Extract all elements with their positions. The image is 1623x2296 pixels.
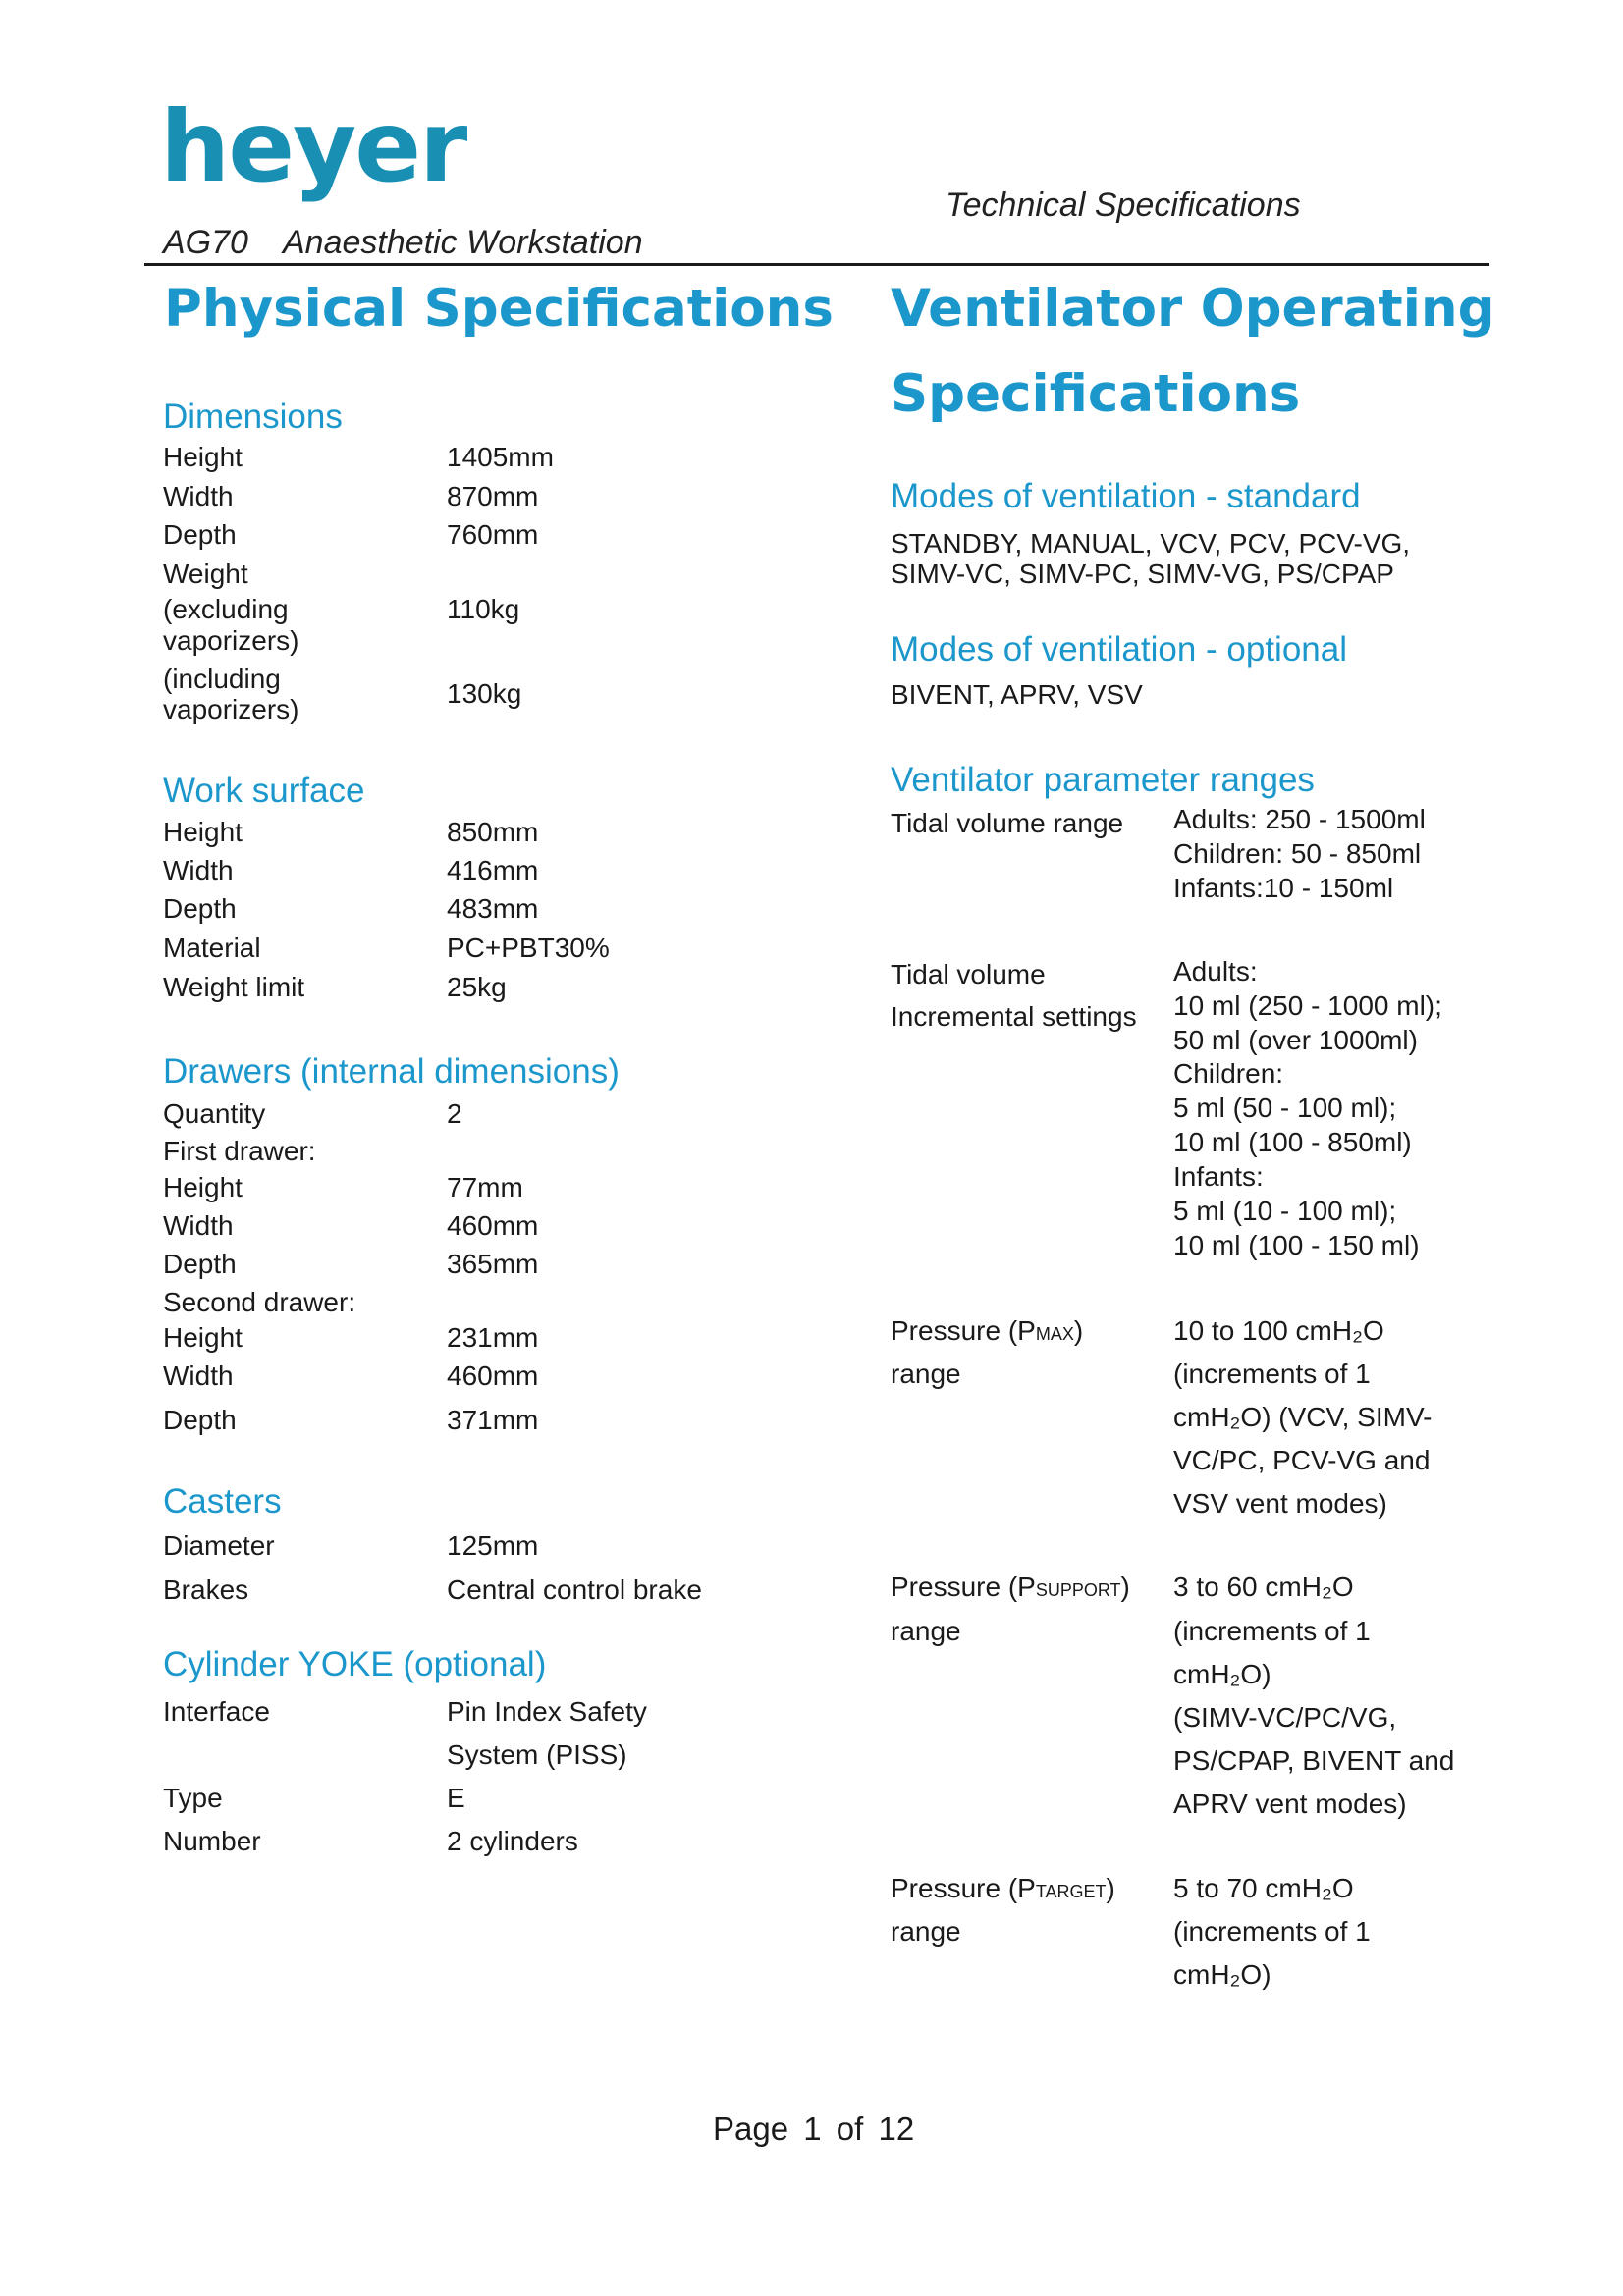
pmax-value-1: 10 to 100 cmH₂O: [1173, 1315, 1384, 1346]
pmax-value-4: VC/PC, PCV-VG and: [1173, 1445, 1431, 1475]
modes-optional-line-1: BIVENT, APRV, VSV: [891, 679, 1143, 710]
casters-brakes-value: Central control brake: [447, 1575, 702, 1605]
tidal-incr-adults-2: 50 ml (over 1000ml): [1173, 1025, 1418, 1055]
page-indicator: [713, 2110, 914, 2148]
modes-standard-heading: Modes of ventilation - standard: [891, 477, 1361, 515]
of-word: of: [836, 2110, 864, 2147]
yoke-number-value: 2 cylinders: [447, 1826, 578, 1856]
tidal-incr-adults-label: Adults:: [1173, 956, 1258, 987]
tidal-incr-infants-label: Infants:: [1173, 1161, 1264, 1192]
ptarget-value-2: (increments of 1: [1173, 1916, 1371, 1947]
ws-width-value: 416mm: [447, 855, 539, 885]
tidal-incr-label-2: Incremental settings: [891, 1001, 1137, 1032]
model-number: AG70: [163, 224, 248, 261]
psupport-value-2: (increments of 1: [1173, 1616, 1371, 1646]
work-surface-heading: Work surface: [163, 772, 365, 810]
dim-width-value: 870mm: [447, 481, 539, 511]
casters-diameter-value: 125mm: [447, 1530, 539, 1561]
dimensions-heading: Dimensions: [163, 398, 343, 436]
yoke-interface-value-1: Pin Index Safety: [447, 1696, 647, 1727]
document-title: Technical Specifications: [946, 187, 1301, 224]
ptarget-value-1: 5 to 70 cmH₂O: [1173, 1873, 1354, 1903]
dim-including-label-1: (including: [163, 664, 281, 694]
physical-specs-title: Physical Specifications: [164, 279, 834, 339]
psupport-range-label: range: [891, 1616, 961, 1646]
dim-height-label: Height: [163, 442, 243, 472]
pmax-value-5: VSV vent modes): [1173, 1488, 1387, 1519]
header-divider: [144, 263, 1489, 266]
page-number: 1: [803, 2110, 822, 2147]
psupport-label: Pressure (PSUPPORT): [891, 1572, 1130, 1602]
casters-diameter-label: Diameter: [163, 1530, 275, 1561]
first-drawer-height-label: Height: [163, 1172, 243, 1202]
tidal-incr-label-1: Tidal volume: [891, 959, 1046, 989]
dim-width-label: Width: [163, 481, 234, 511]
tidal-incr-adults-1: 10 ml (250 - 1000 ml);: [1173, 990, 1442, 1021]
dim-depth-value: 760mm: [447, 519, 539, 550]
pmax-label: Pressure (PMAX): [891, 1315, 1084, 1346]
tidal-range-adults: Adults: 250 - 1500ml: [1173, 804, 1426, 834]
first-drawer-label: First drawer:: [163, 1136, 316, 1166]
second-drawer-height-value: 231mm: [447, 1322, 539, 1353]
ws-height-value: 850mm: [447, 817, 539, 847]
modes-standard-line-1: STANDBY, MANUAL, VCV, PCV, PCV-VG,: [891, 528, 1411, 559]
yoke-type-label: Type: [163, 1783, 223, 1813]
second-drawer-width-value: 460mm: [447, 1361, 539, 1391]
psupport-value-5: PS/CPAP, BIVENT and: [1173, 1745, 1455, 1776]
second-drawer-depth-value: 371mm: [447, 1405, 539, 1435]
pmax-value-2: (increments of 1: [1173, 1359, 1371, 1389]
ventilator-title-line-1: Ventilator Operating: [891, 279, 1495, 339]
dim-excluding-label-1: (excluding: [163, 594, 289, 624]
second-drawer-width-label: Width: [163, 1361, 234, 1391]
tidal-incr-children-label: Children:: [1173, 1058, 1284, 1089]
casters-heading: Casters: [163, 1482, 282, 1521]
yoke-type-value: E: [447, 1783, 465, 1813]
modes-standard-line-2: SIMV-VC, SIMV-PC, SIMV-VG, PS/CPAP: [891, 559, 1394, 589]
second-drawer-height-label: Height: [163, 1322, 243, 1353]
psupport-value-4: (SIMV-VC/PC/VG,: [1173, 1702, 1397, 1733]
dim-excluding-label-2: vaporizers): [163, 625, 299, 656]
tidal-incr-children-1: 5 ml (50 - 100 ml);: [1173, 1093, 1397, 1123]
yoke-number-label: Number: [163, 1826, 261, 1856]
ptarget-value-3: cmH₂O): [1173, 1959, 1271, 1990]
dim-height-value: 1405mm: [447, 442, 554, 472]
ws-weight-limit-label: Weight limit: [163, 972, 305, 1002]
second-drawer-depth-label: Depth: [163, 1405, 237, 1435]
yoke-interface-label: Interface: [163, 1696, 270, 1727]
yoke-interface-value-2: System (PISS): [447, 1739, 627, 1770]
ws-material-label: Material: [163, 933, 261, 963]
ws-depth-label: Depth: [163, 893, 237, 924]
ws-material-value: PC+PBT30%: [447, 933, 610, 963]
drawers-quantity-value: 2: [447, 1098, 462, 1129]
psupport-value-3: cmH₂O): [1173, 1659, 1271, 1689]
yoke-heading: Cylinder YOKE (optional): [163, 1645, 547, 1683]
first-drawer-width-value: 460mm: [447, 1210, 539, 1241]
second-drawer-label: Second drawer:: [163, 1287, 356, 1317]
ptarget-label: Pressure (PTARGET): [891, 1873, 1115, 1903]
tidal-incr-infants-1: 5 ml (10 - 100 ml);: [1173, 1196, 1397, 1226]
heyer-logo: heyer: [160, 89, 466, 204]
param-ranges-heading: Ventilator parameter ranges: [891, 761, 1315, 799]
pmax-range-label: range: [891, 1359, 961, 1389]
casters-brakes-label: Brakes: [163, 1575, 249, 1605]
dim-depth-label: Depth: [163, 519, 237, 550]
psupport-value-1: 3 to 60 cmH₂O: [1173, 1572, 1354, 1602]
dim-including-value: 130kg: [447, 678, 522, 709]
drawers-quantity-label: Quantity: [163, 1098, 266, 1129]
tidal-range-children: Children: 50 - 850ml: [1173, 838, 1422, 869]
ventilator-title-line-2: Specifications: [891, 364, 1301, 424]
first-drawer-depth-label: Depth: [163, 1249, 237, 1279]
dim-excluding-value: 110kg: [447, 594, 520, 624]
ptarget-range-label: range: [891, 1916, 961, 1947]
tidal-range-infants: Infants:10 - 150ml: [1173, 873, 1394, 903]
modes-optional-heading: Modes of ventilation - optional: [891, 630, 1347, 668]
dim-weight-label: Weight: [163, 559, 248, 589]
first-drawer-depth-value: 365mm: [447, 1249, 539, 1279]
ws-width-label: Width: [163, 855, 234, 885]
product-name: Anaesthetic Workstation: [283, 224, 643, 261]
first-drawer-height-value: 77mm: [447, 1172, 523, 1202]
ws-height-label: Height: [163, 817, 243, 847]
first-drawer-width-label: Width: [163, 1210, 234, 1241]
ws-weight-limit-value: 25kg: [447, 972, 507, 1002]
pmax-value-3: cmH₂O) (VCV, SIMV-: [1173, 1402, 1433, 1432]
ws-depth-value: 483mm: [447, 893, 539, 924]
tidal-incr-children-2: 10 ml (100 - 850ml): [1173, 1127, 1412, 1157]
dim-including-label-2: vaporizers): [163, 694, 299, 724]
drawers-heading: Drawers (internal dimensions): [163, 1052, 620, 1091]
page-word: Page: [713, 2110, 789, 2147]
tidal-incr-infants-2: 10 ml (100 - 150 ml): [1173, 1230, 1420, 1260]
page-total: 12: [878, 2110, 915, 2147]
psupport-value-6: APRV vent modes): [1173, 1789, 1407, 1819]
tidal-range-label: Tidal volume range: [891, 808, 1124, 838]
